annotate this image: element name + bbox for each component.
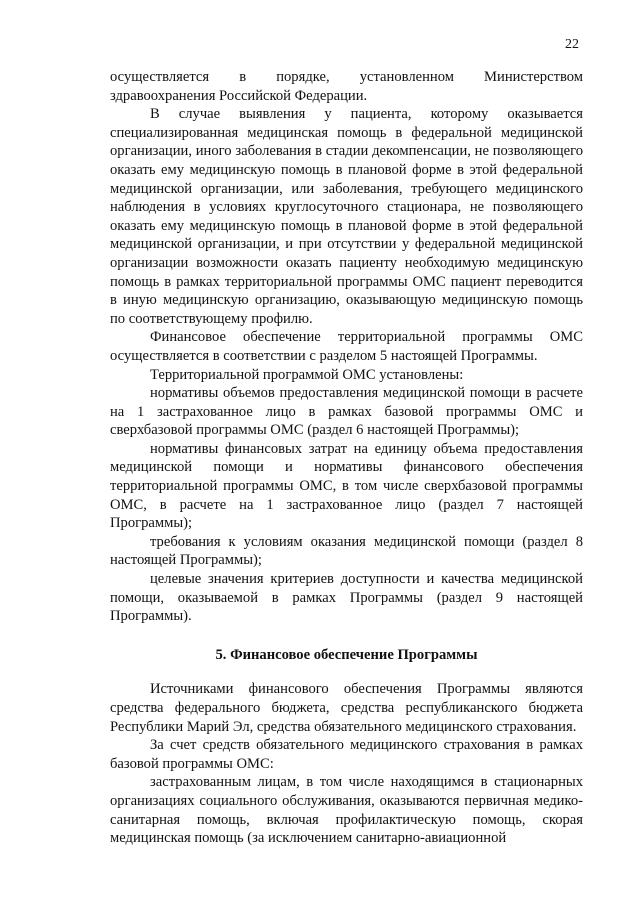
paragraph: В случае выявления у пациента, которому оказывается специализированная медицинская помощь в федеральной медицинской организации, иного заболевания в стадии декомпенсации, не позволяющего оказать ему медицинскую помощь в плановой форме в этой федеральной медицинской организации, или заболевания, требующего медицинского наблюдения в условиях круглосуточного стационара, не позволяющего оказать ему медицинскую помощь в плановой форме в этой федеральной медицинской организации, и при отсутствии у федеральной медицинской организации возможности оказать пациенту необходимую медицинскую помощь в рамках территориальной программы ОМС пациент переводится в иную медицинскую организацию, оказывающую медицинскую помощь по соответствующему профилю. bbox=[110, 106, 583, 327]
section-heading: 5. Финансовое обеспечение Программы bbox=[215, 646, 478, 663]
page-number: 22 bbox=[565, 37, 579, 52]
document-body bbox=[110, 68, 583, 848]
paragraph: требования к условиям оказания медицинской помощи (раздел 8 настоящей Программы); bbox=[110, 533, 583, 569]
paragraph: За счет средств обязательного медицинского страхования в рамках базовой программы ОМС: bbox=[110, 737, 583, 772]
paragraph-group-after-heading bbox=[110, 680, 583, 847]
paragraph: Финансовое обеспечение территориальной программы ОМС осуществляется в соответствии с разделом 5 настоящей Программы. bbox=[110, 329, 583, 364]
paragraph: нормативы финансовых затрат на единицу объема предоставления медицинской помощи и нормативы финансового обеспечения территориальной программы ОМС, в том числе сверхбазовой программы ОМС, в расчете на 1 застрахованное лицо (раздел 7 настоящей Программы); bbox=[110, 440, 583, 532]
paragraph: застрахованным лицам, в том числе находящимся в стационарных организациях социального обслуживания, оказываются первичная медико-санитарная помощь, включая профилактическую помощь, скорая медицинская помощь (за исключением санитарно-авиационной bbox=[110, 774, 583, 847]
paragraph: Источниками финансового обеспечения Программы являются средства федерального бюджета, средства республиканского бюджета Республики Марий Эл, средства обязательного медицинского страхования. bbox=[110, 681, 583, 735]
paragraph: Территориальной программой ОМС установлены: bbox=[150, 366, 464, 383]
paragraph-group-before-heading bbox=[110, 68, 583, 626]
paragraph: целевые значения критериев доступности и качества медицинской помощи, оказываемой в рамках Программы (раздел 9 настоящей Программы). bbox=[110, 571, 583, 625]
paragraph: осуществляется в порядке, установленном Министерством здравоохранения Российской Федерации. bbox=[110, 69, 583, 104]
paragraph: нормативы объемов предоставления медицинской помощи в расчете на 1 застрахованное лицо в рамках базовой программы ОМС и сверхбазовой программы ОМС (раздел 6 настоящей Программы); bbox=[110, 385, 583, 439]
